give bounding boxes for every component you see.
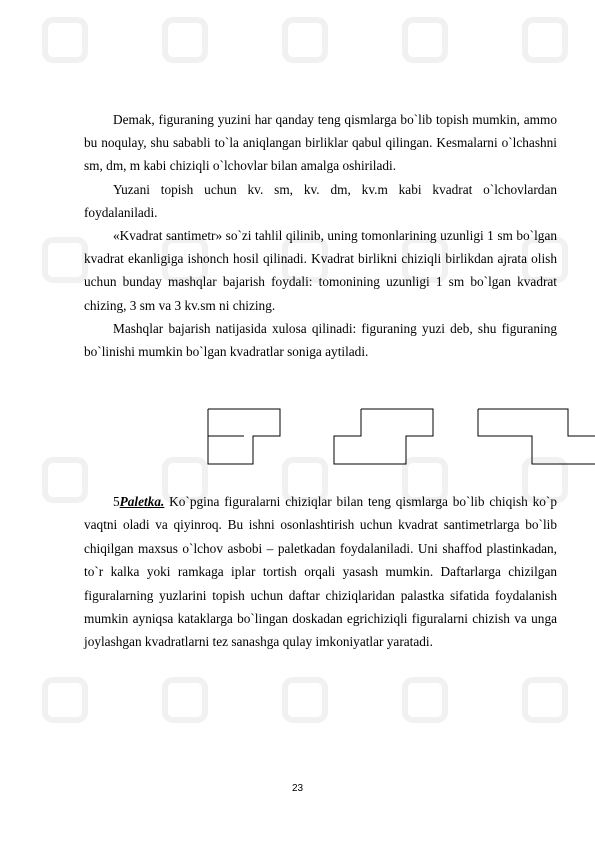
- section-term: Paletka.: [119, 494, 165, 509]
- figure-3-shape: [478, 409, 595, 436]
- paragraph: Mashqlar bajarish natijasida xulosa qilinadi: figuraning yuzi deb, shu figuraning bo`linishi mumkin bo`lgan kvadratlar soniga aytiladi.: [84, 320, 557, 360]
- shape-figures: [0, 400, 595, 480]
- figure-2-shape: [334, 409, 433, 464]
- paragraph: Demak, figuraning yuzini har qanday teng qismlarga bo`lib topish mumkin, ammo bu noqulay, shu sababli to`la aniqlangan birliklar qabul qilingan. Kesmalarni o`lchashni sm, dm, m kabi chiziqli o`lchovlar bilan amalga oshiriladi.: [84, 112, 557, 174]
- section-5: [84, 490, 557, 654]
- paragraph: Yuzani topish uchun kv. sm, kv. dm, kv.m kabi kvadrat o`lchovlardan foydalaniladi.: [84, 181, 557, 220]
- paragraph: [84, 490, 557, 654]
- main-text: [84, 108, 557, 363]
- section-number: 5: [113, 494, 120, 509]
- page-number: 23: [291, 783, 304, 794]
- paragraph: «Kvadrat santimetr» so`zi tahlil qilinib, uning tomonlarining uzunligi 1 sm bo`lgan kvadrat ekanligiga ishonch hosil qilinadi. Kvadrat birlikni chiziqli birlikdan ajrata olish uchun bunday mashqlar bajarish foydali: tomonining uzunligi 1 sm bo`lgan kvadrat chizing, 3 sm va 3 kv.sm ni chizing.: [84, 228, 557, 313]
- section-text: Ko`pgina figuralarni chiziqlar bilan teng qismlarga bo`lib chiqish ko`p vaqtni oladi va qiyinroq. Bu ishni osonlashtirish uchun kvadrat santimetrlarga bo`lib chiqilgan maxsus o`lchov asbobi – paletkadan foydalaniladi. Uni shaffod plastinkadan, to`r kalka yoki ramkaga iplar tortish orqali yasash mumkin. Daftarlarga chizilgan figuralarning yuzlarini topish uchun daftar chiziqlaridan palastka sifatida foydalanish mumkin ayniqsa kataklarga bo`lingan doskadan egrichiziqli figuralarni chizish va unga joylashgan kvadratlarni tez sanashga qulay imkoniyatlar yaratadi.: [84, 494, 557, 650]
